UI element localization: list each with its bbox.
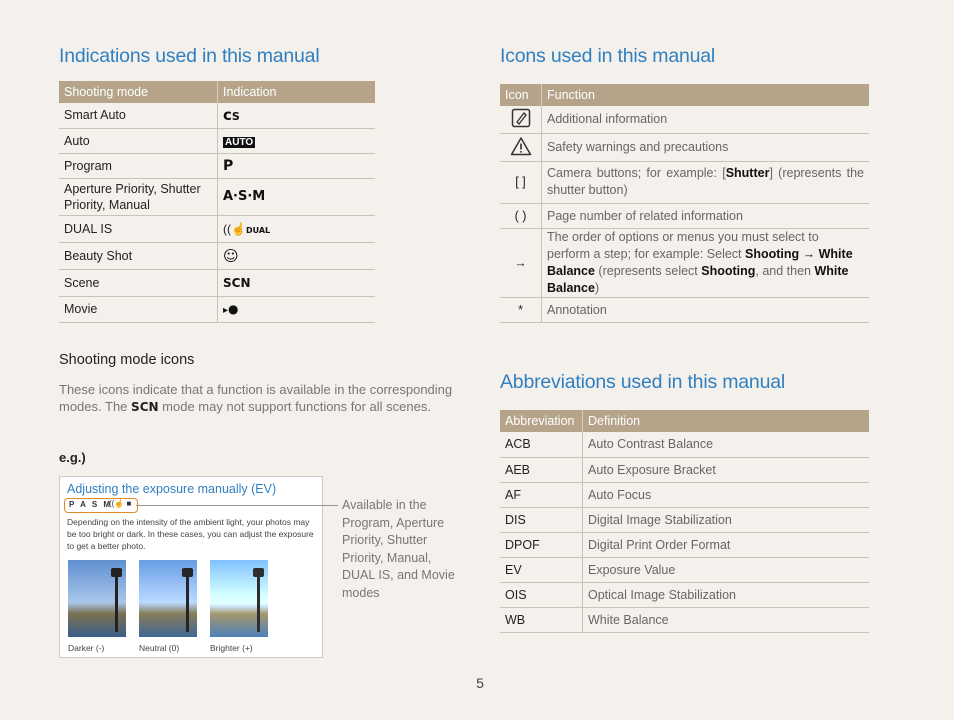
- table-row: [500, 457, 869, 482]
- darker-caption: Darker (-): [68, 643, 105, 653]
- table-row: [500, 161, 869, 203]
- table-row: [500, 432, 869, 457]
- table-row: [500, 203, 869, 228]
- asterisk-symbol: *: [500, 297, 542, 322]
- table-row: [500, 532, 869, 557]
- abbreviation: DIS: [500, 507, 583, 532]
- dual-is-icon: ((☝DUAL: [218, 215, 376, 242]
- table-row: [59, 178, 375, 215]
- function-text: Annotation: [542, 297, 870, 322]
- example-body: Depending on the intensity of the ambient light, your photos may be too bright or dark. In these cases, you can adjust the exposure to get a better photo.: [67, 517, 314, 551]
- table-row: [500, 106, 869, 133]
- icons-table: [500, 84, 869, 323]
- table-row: [500, 582, 869, 607]
- mode-label: Aperture Priority, Shutter Priority, Manual: [59, 178, 218, 215]
- table-row: [59, 153, 375, 178]
- brighter-caption: Brighter (+): [210, 643, 253, 653]
- mode-icons-highlight: [64, 498, 138, 513]
- abbreviation: DPOF: [500, 532, 583, 557]
- dual-is-icon: ((☝ ■: [109, 499, 132, 508]
- abbreviation: OIS: [500, 582, 583, 607]
- note-icon: [500, 106, 542, 133]
- eg-label: e.g.): [59, 450, 86, 465]
- table-row: [500, 557, 869, 582]
- mode-label: Scene: [59, 269, 218, 296]
- example-box: [59, 476, 323, 658]
- scene-icon: SCN: [131, 400, 159, 414]
- header-shooting-mode: Shooting mode: [59, 81, 218, 103]
- definition: Digital Print Order Format: [583, 532, 870, 557]
- table-row: [500, 607, 869, 632]
- arrow-symbol: →: [500, 228, 542, 297]
- definition: White Balance: [583, 607, 870, 632]
- neutral-caption: Neutral (0): [139, 643, 180, 653]
- scene-icon: SCN: [218, 269, 376, 296]
- definition: Exposure Value: [583, 557, 870, 582]
- table-row: [59, 215, 375, 242]
- abbreviation: WB: [500, 607, 583, 632]
- table-row: [59, 242, 375, 269]
- darker-photo: [68, 560, 126, 637]
- indications-table: [59, 81, 375, 323]
- header-definition: Definition: [583, 410, 870, 432]
- brighter-photo: [210, 560, 268, 637]
- definition: Optical Image Stabilization: [583, 582, 870, 607]
- function-text: Camera buttons; for example: [Shutter] (represents the shutter button): [542, 161, 870, 203]
- callout-line: [136, 505, 338, 506]
- page-number: 5: [476, 675, 484, 691]
- example-title: Adjusting the exposure manually (EV): [67, 482, 277, 496]
- definition: Auto Contrast Balance: [583, 432, 870, 457]
- indications-title: Indications used in this manual: [59, 45, 320, 67]
- smart-auto-icon: ᴄS: [218, 103, 376, 128]
- mode-icons: P A S M: [69, 500, 113, 509]
- mode-label: DUAL IS: [59, 215, 218, 242]
- neutral-photo: [139, 560, 197, 637]
- table-row: [59, 103, 375, 128]
- function-text: The order of options or menus you must select to perform a step; for example: Select Shooting → White Balance (represents select Shooting, and then White Balance): [542, 228, 870, 297]
- bracket-symbol: [ ]: [500, 161, 542, 203]
- beauty-shot-icon: ☺: [218, 242, 376, 269]
- table-row: [500, 482, 869, 507]
- function-text: Safety warnings and precautions: [542, 133, 870, 161]
- function-text: Page number of related information: [542, 203, 870, 228]
- definition: Auto Focus: [583, 482, 870, 507]
- warning-icon: [500, 133, 542, 161]
- mode-label: Beauty Shot: [59, 242, 218, 269]
- movie-icon: ▸●: [218, 296, 376, 322]
- asm-icon: A·S·M: [218, 178, 376, 215]
- mode-label: Smart Auto: [59, 103, 218, 128]
- callout-text: Available in the Program, Aperture Priority, Shutter Priority, Manual, DUAL IS, and Movie modes: [342, 498, 455, 600]
- shooting-mode-description: These icons indicate that a function is available in the corresponding modes. The SCN mode may not support functions for all scenes.: [59, 382, 453, 414]
- definition: Digital Image Stabilization: [583, 507, 870, 532]
- table-row: [500, 297, 869, 322]
- table-row: [59, 296, 375, 322]
- mode-label: Auto: [59, 128, 218, 153]
- abbreviations-table: [500, 410, 869, 633]
- mode-label: Movie: [59, 296, 218, 322]
- table-row: [59, 128, 375, 153]
- shooting-mode-icons-heading: Shooting mode icons: [59, 352, 195, 368]
- function-text: Additional information: [542, 106, 870, 133]
- definition: Auto Exposure Bracket: [583, 457, 870, 482]
- abbreviation: AEB: [500, 457, 583, 482]
- abbreviation: ACB: [500, 432, 583, 457]
- auto-icon: AUTO: [218, 128, 376, 153]
- table-row: [59, 269, 375, 296]
- header-abbreviation: Abbreviation: [500, 410, 583, 432]
- abbreviations-title: Abbreviations used in this manual: [500, 371, 785, 393]
- program-icon: P: [218, 153, 376, 178]
- header-icon: Icon: [500, 84, 542, 106]
- mode-label: Program: [59, 153, 218, 178]
- table-row: [500, 507, 869, 532]
- abbreviation: EV: [500, 557, 583, 582]
- table-row: [500, 133, 869, 161]
- header-indication: Indication: [218, 81, 376, 103]
- header-function: Function: [542, 84, 870, 106]
- abbreviation: AF: [500, 482, 583, 507]
- table-row: [500, 228, 869, 297]
- icons-title: Icons used in this manual: [500, 45, 716, 67]
- parenthesis-symbol: ( ): [500, 203, 542, 228]
